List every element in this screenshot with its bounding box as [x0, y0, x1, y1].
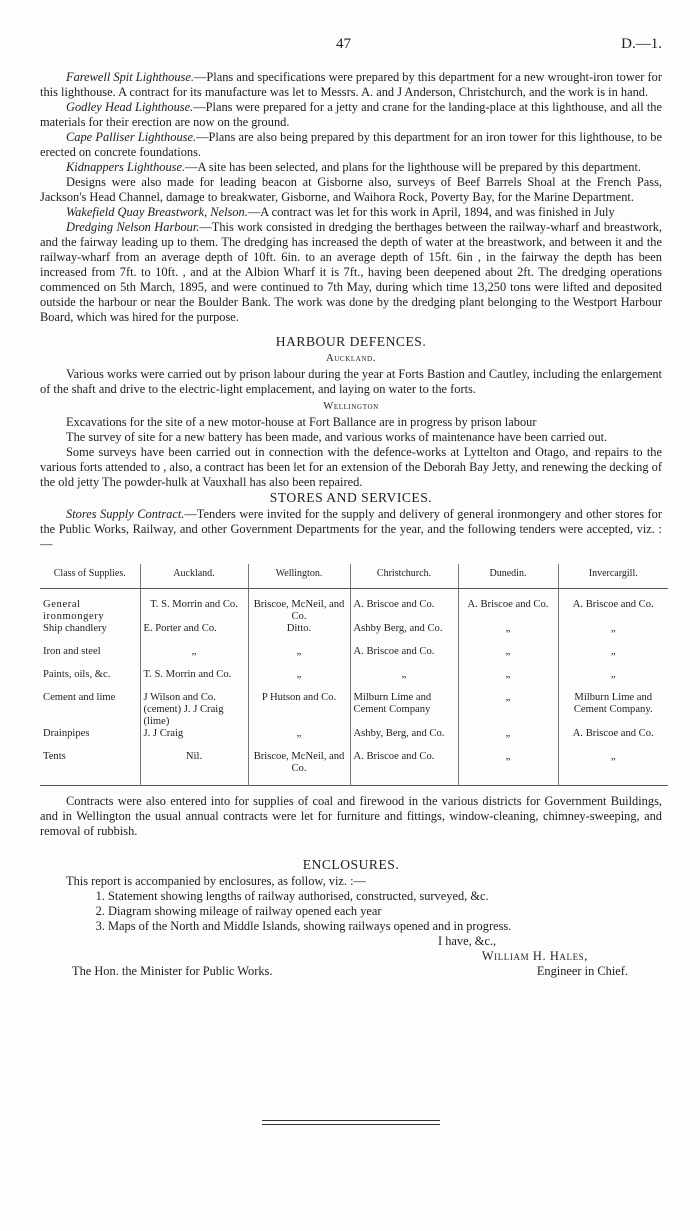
table-cell: „ [248, 669, 350, 692]
column-header: Dunedin. [458, 564, 558, 589]
table-cell: General ironmongery [40, 589, 140, 624]
paragraph-wellington-2: The survey of site for a new battery has been made, and various works of maintenance have been carried out. [66, 430, 608, 444]
list-item: 3. Maps of the North and Middle Islands, showing railways opened and in progress. [108, 919, 662, 934]
paragraph-title: Dredging Nelson Harbour. [66, 220, 200, 234]
signature-footer [40, 964, 662, 979]
table-cell: Drainpipes [40, 728, 140, 751]
table-cell: A. Briscoe and Co. [572, 599, 654, 610]
table-cell: „ [458, 646, 558, 669]
paragraph-text: —Plans are also being prepared by this department for an iron tower for this lighthouse, to be erected on concrete foundations. [40, 130, 662, 159]
paragraph-wakefield [40, 205, 662, 220]
table-cell: „ [458, 692, 558, 728]
addressee: The Hon. the Minister for Public Works. [72, 964, 273, 978]
paragraph-cape-palliser [40, 130, 662, 160]
table-cell: J Wilson and Co. (cement) J. J Craig (lime) [140, 692, 248, 728]
paragraph-auckland: Various works were carried out by prison labour during the year at Forts Bastion and Cautley, including the enlargement of the shaft and drive to the electric-light emplacement, and laying on water to the forts. [40, 367, 662, 396]
table-row [40, 589, 668, 624]
table-header-row [40, 564, 668, 589]
paragraph-wellington-1: Excavations for the site of a new motor-house at Fort Ballance are in progress by prison labour [66, 415, 537, 429]
table-cell: Nil. [140, 751, 248, 786]
table-cell: „ [248, 728, 350, 751]
table-row [40, 692, 668, 728]
supplies-table [40, 564, 668, 786]
paragraph-designs: Designs were also made for leading beacon at Gisborne also, surveys of Beef Barrels Shoal at the French Pass, Jackson's Head Channel, damage to breakwater, Gisborne, and Waihora Rock, Poverty Bay, for the Marine Department. [40, 175, 662, 204]
signature-closing: I have, &c., [438, 934, 497, 948]
heading-stores-services: STORES AND SERVICES. [269, 490, 433, 505]
paragraph-text: —This work consisted in dredging the berthages between the railway-wharf and breastwork, and the fairway leading up to them. The dredging has increased the depth of water at the breastwork, and between it and the railway-wharf from an average depth of 10ft. 6in. to an average depth of 15ft. 6in , in the fairway the depth has been increased from 7ft. to 10ft. , and at the Albion Wharf it is 7ft., having been deepened about 2ft. The dredging operations commenced on 5th March, 1895, and were continued to 7th May, during which time 13,250 tons were lifted and deposited outside the harbour or near the Boulder Bank. The work was done by the dredging plant belonging to the Westport Harbour Board, which was hired for the purpose. [40, 220, 663, 324]
table-cell: Milburn Lime and Cement Company. [573, 692, 653, 715]
list-item: 2. Diagram showing mileage of railway opened each year [108, 904, 662, 919]
table-cell: Milburn Lime and Cement Company [350, 692, 458, 728]
table-cell: „ [458, 669, 558, 692]
table-cell: „ [610, 751, 616, 762]
table-cell: „ [458, 728, 558, 751]
paragraph-kidnappers [40, 160, 662, 175]
table-cell: „ [458, 623, 558, 646]
table-cell: T. S. Morrin and Co. [140, 669, 248, 692]
table-cell: „ [610, 646, 616, 657]
table-cell: Ashby, Berg, and Co. [350, 728, 458, 751]
table-cell: A. Briscoe and Co. [572, 728, 654, 739]
enclosures-intro: This report is accompanied by enclosures, as follow, viz. :— [66, 874, 366, 888]
table-cell: Paints, oils, &c. [40, 669, 140, 692]
paragraph-text: —A contract was let for this work in April, 1894, and was finished in July [247, 205, 615, 219]
paragraph-title: Wakefield Quay Breastwork, Nelson. [66, 205, 248, 219]
table-cell: Cement and lime [40, 692, 140, 728]
table-cell: „ [140, 646, 248, 669]
enclosures-list [40, 889, 662, 934]
document-reference: D.—1. [621, 36, 662, 52]
table-cell: Tents [40, 751, 140, 786]
table-cell: „ [458, 751, 558, 786]
table-cell: „ [610, 623, 616, 634]
table-cell: A. Briscoe and Co. [350, 646, 458, 669]
paragraph-title: Godley Head Lighthouse. [66, 100, 194, 114]
column-header: Christchurch. [350, 564, 458, 589]
paragraph-text: —Plans were prepared for a jetty and crane for the landing-place at this lighthouse, and all the materials for their erection are now on the ground. [40, 100, 662, 129]
paragraph-farewell-spit [40, 70, 662, 100]
table-cell: Ship chandlery [40, 623, 140, 646]
paragraph-contracts: Contracts were also entered into for supplies of coal and firewood in the various districts for Government Buildings, and in Wellington the usual annual contracts were let for furniture and fittings, window-cleaning, chimney-sweeping, and removal of rubbish. [40, 794, 662, 838]
table-cell: A. Briscoe and Co. [350, 751, 458, 786]
paragraph-godley-head [40, 100, 662, 130]
subheading-wellington: Wellington [323, 401, 379, 412]
paragraph-title: Farewell Spit Lighthouse. [66, 70, 194, 84]
column-header: Invercargill. [558, 564, 668, 589]
table-cell: „ [610, 669, 616, 680]
table-cell: J. J Craig [140, 728, 248, 751]
table-cell: A. Briscoe and Co. [350, 589, 458, 624]
table-cell: Ashby Berg, and Co. [350, 623, 458, 646]
signature-name: William H. Hales, [481, 949, 588, 963]
closing-rule [262, 1124, 440, 1125]
column-header: Auckland. [140, 564, 248, 589]
table-cell: Briscoe, McNeil, and Co. [248, 751, 350, 786]
signature-block [40, 949, 662, 964]
table-row [40, 728, 668, 751]
column-header: Class of Supplies. [40, 564, 140, 589]
paragraph-title: Kidnappers Lighthouse. [66, 160, 186, 174]
page-number: 47 [336, 36, 351, 52]
paragraph-title: Stores Supply Contract. [66, 507, 185, 521]
table-cell: E. Porter and Co. [140, 623, 248, 646]
table-cell: „ [248, 646, 350, 669]
table-cell: Ditto. [248, 623, 350, 646]
table-cell: Briscoe, McNeil, and Co. [248, 589, 350, 624]
paragraph-text: —Tenders were invited for the supply and delivery of general ironmongery and other stores for the Public Works, Railway, and other Government Departments for the year, and the following tenders were accepted, viz. :— [40, 507, 662, 551]
heading-harbour-defences: HARBOUR DEFENCES. [275, 334, 427, 349]
page-content [40, 70, 662, 979]
table-row [40, 623, 668, 646]
column-header: Wellington. [248, 564, 350, 589]
table-row [40, 751, 668, 786]
paragraph-stores-contract [40, 507, 662, 552]
table-cell: Iron and steel [40, 646, 140, 669]
paragraph-text: —Plans and specifications were prepared by this department for a new wrought-iron tower for this lighthouse. A contract for its manufacture was let to Messrs. A. and J Anderson, Christchurch, and the work is in hand. [40, 70, 662, 99]
table-cell: „ [350, 669, 458, 692]
closing-rule [262, 1120, 440, 1121]
table-row [40, 669, 668, 692]
table-row [40, 646, 668, 669]
paragraph-wellington-3: Some surveys have been carried out in connection with the defence-works at Lyttelton and Otago, and repairs to the various forts attended to , also, a contract has been let for an extension of the Deborah Bay Jetty, and renewing the decking of the old jetty The powder-hulk at Vauxhall has also been repaired. [40, 445, 662, 489]
heading-enclosures: ENCLOSURES. [302, 857, 400, 872]
table-cell: T. S. Morrin and Co. [140, 589, 248, 624]
table-cell: A. Briscoe and Co. [458, 589, 558, 624]
table-cell: P Hutson and Co. [248, 692, 350, 728]
subheading-auckland: Auckland. [326, 353, 376, 364]
paragraph-text: —A site has been selected, and plans for the lighthouse will be prepared by this department. [185, 160, 642, 174]
list-item: 1. Statement showing lengths of railway authorised, constructed, surveyed, &c. [108, 889, 662, 904]
paragraph-dredging [40, 220, 662, 325]
paragraph-title: Cape Palliser Lighthouse. [66, 130, 197, 144]
signature-title: Engineer in Chief. [536, 964, 628, 978]
